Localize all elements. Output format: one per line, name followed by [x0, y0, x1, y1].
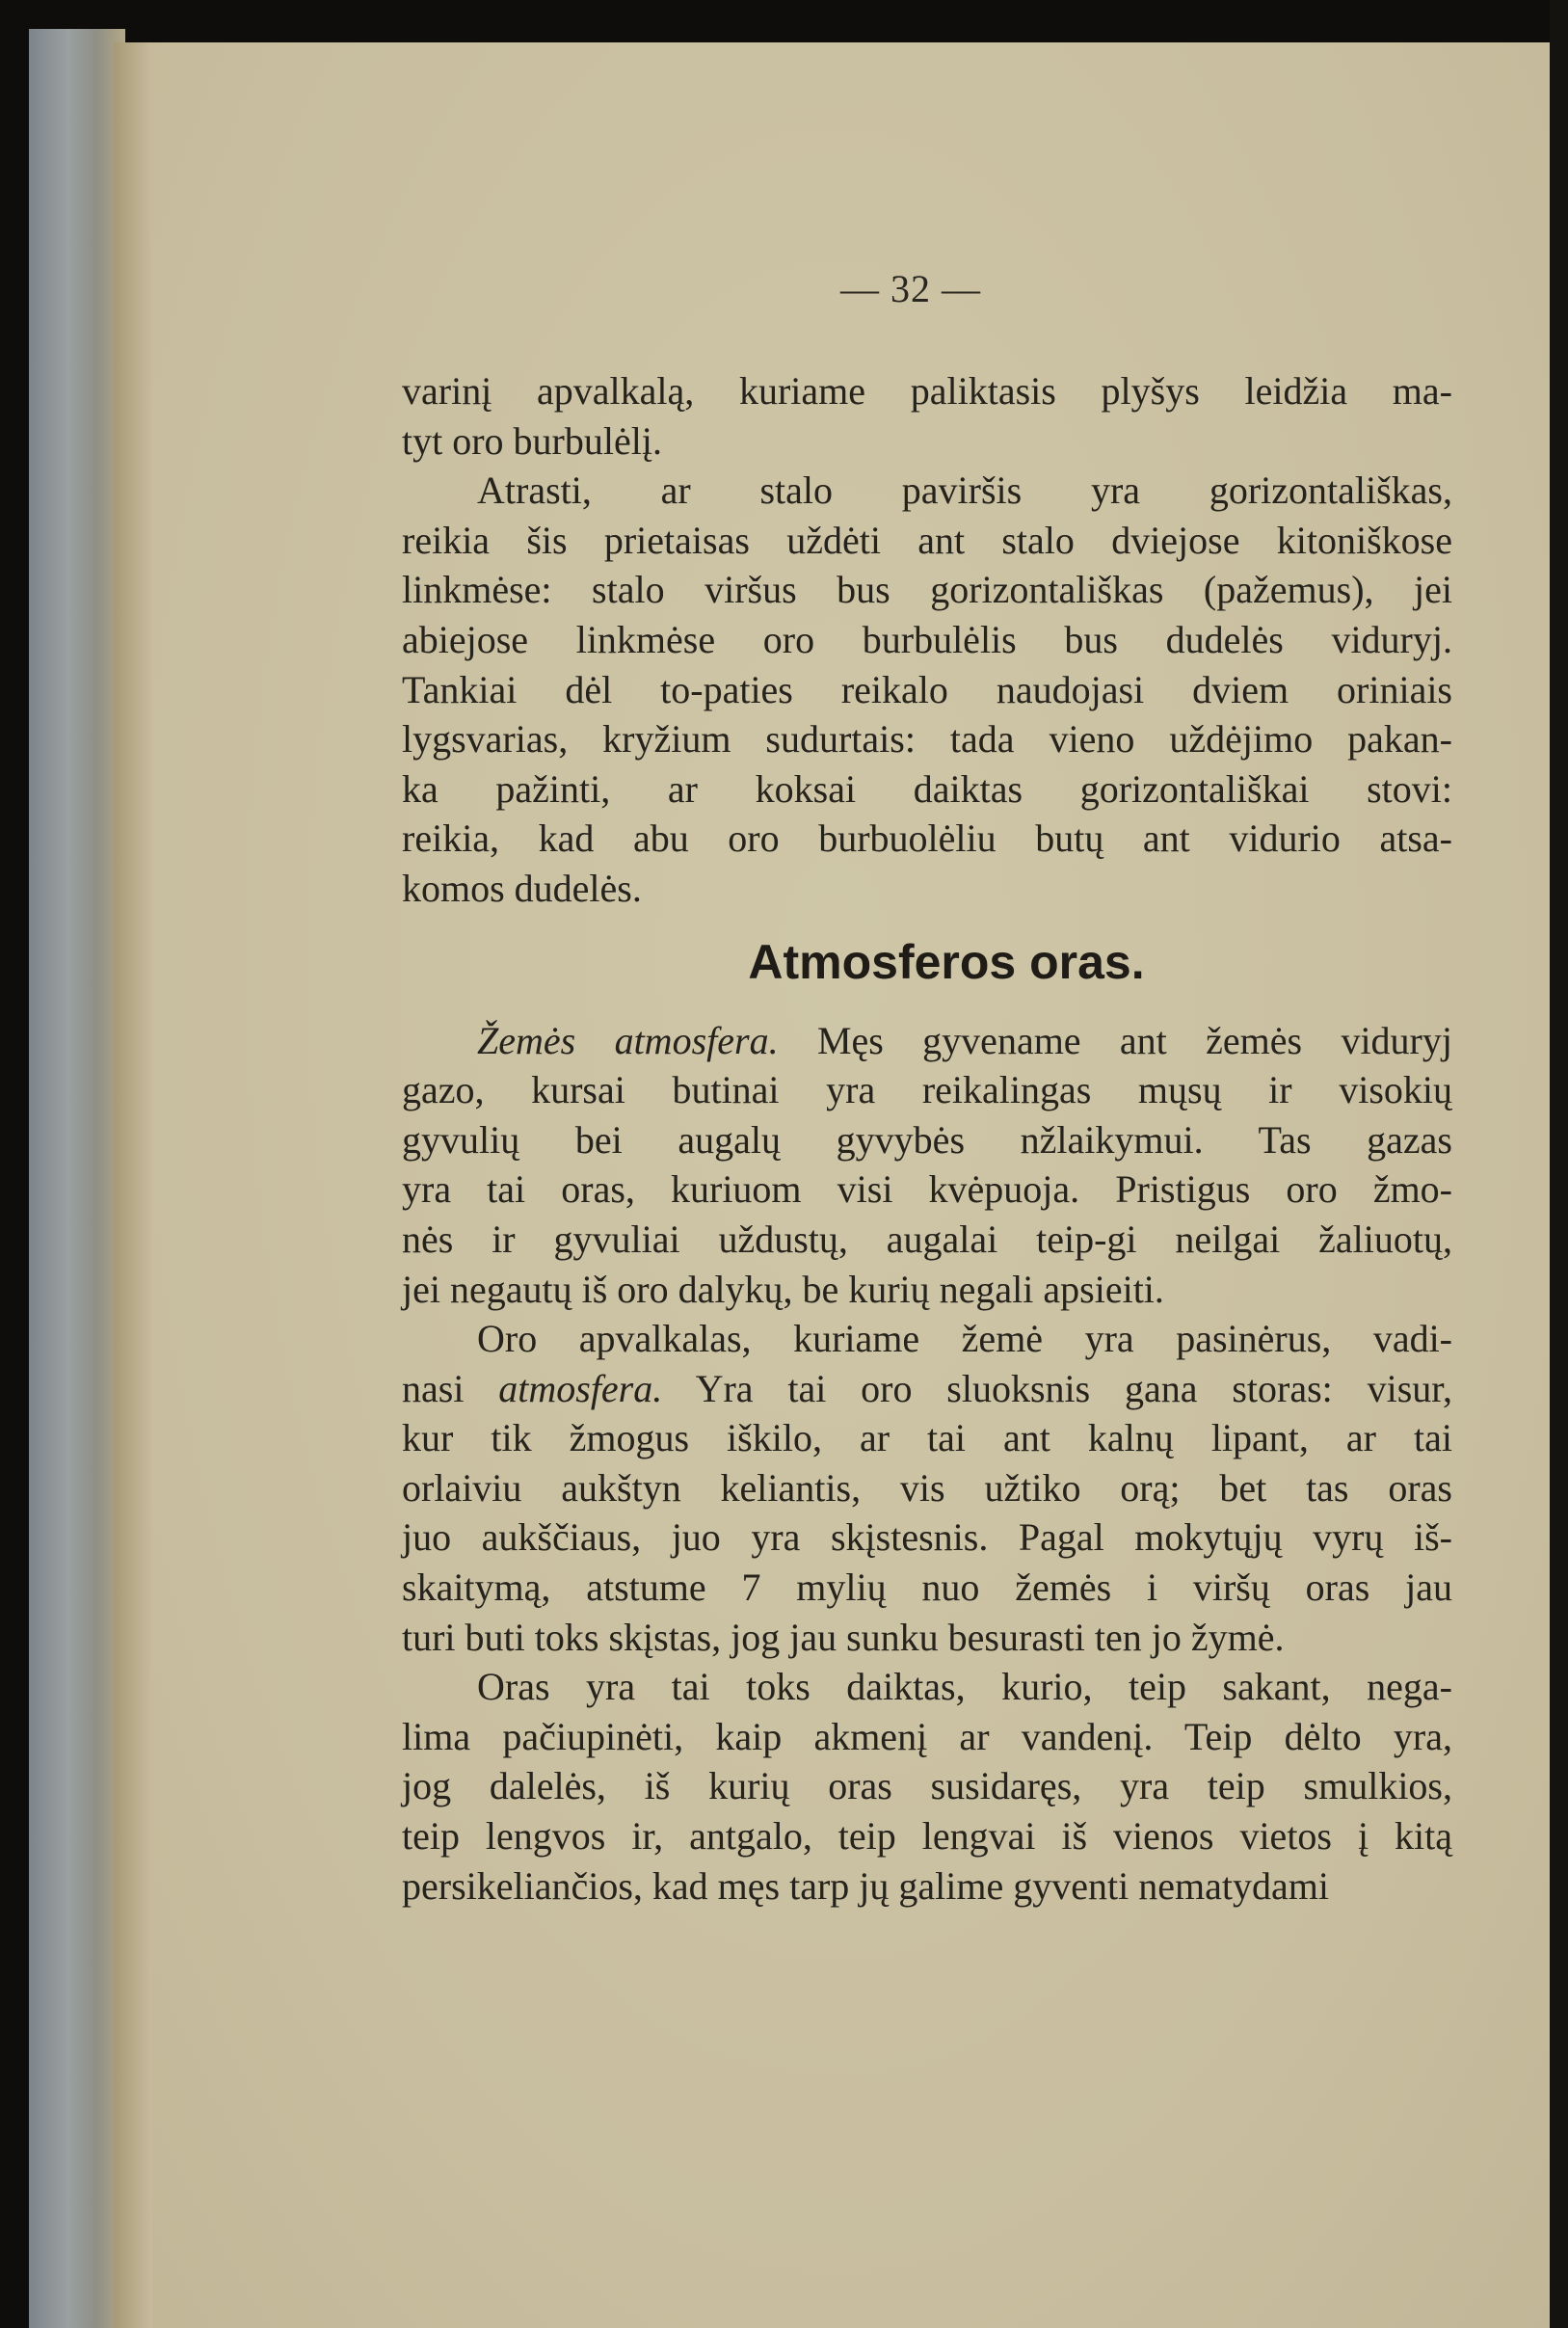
text-line: komos dudelės. — [402, 866, 642, 910]
text-line: linkmėse: stalo viršus bus gorizontališkas (pažemus), jei — [402, 568, 1452, 612]
paragraph — [402, 366, 1452, 466]
paragraph — [402, 1314, 1452, 1662]
text-run: Męs gyvename ant žemės viduryj — [778, 1018, 1452, 1062]
text-line: gazo, kursai butinai yra reikalingas mųsų ir visokių — [402, 1068, 1452, 1112]
text-line: orlaiviu aukštyn keliantis, vis užtiko orą; bet tas oras — [402, 1465, 1452, 1510]
italic-term: Žemės atmosfera. — [477, 1018, 779, 1062]
text-line: jog dalelės, iš kurių oras susidaręs, yra teip smulkios, — [402, 1764, 1452, 1808]
text-run: Yra tai oro sluoksnis gana storas: visur, — [662, 1366, 1452, 1410]
book-binding-edge — [29, 29, 125, 2328]
scan-border — [1550, 0, 1568, 2328]
text-line: skaitymą, atstume 7 mylių nuo žemės i viršų oras jau — [402, 1565, 1452, 1610]
text-line: Oras yra tai toks daiktas, kurio, teip sakant, nega- — [477, 1665, 1452, 1709]
text-line: turi buti toks skįstas, jog jau sunku besurasti ten jo žymė. — [402, 1615, 1285, 1659]
text-line: persikeliančios, kad męs tarp jų galime gyventi nematydami — [402, 1863, 1329, 1908]
text-line: teip lengvos ir, antgalo, teip lengvai iš vienos vietos į kitą — [402, 1814, 1452, 1859]
text-line — [402, 1016, 1452, 1066]
text-line: kur tik žmogus iškilo, ar tai ant kalnų lipant, ar tai — [402, 1416, 1452, 1460]
text-line: reikia šis prietaisas uždėti ant stalo dviejose kitoniškose — [402, 518, 1452, 562]
page-gutter — [114, 42, 152, 2328]
text-line: tyt oro burbulėlį. — [402, 418, 662, 463]
paragraph — [402, 466, 1452, 913]
text-line: Tankiai dėl to-paties reikalo naudojasi dviem oriniais — [402, 667, 1452, 711]
text-line: juo aukščiaus, juo yra skįstesnis. Pagal mokytųjų vyrų iš- — [402, 1515, 1452, 1560]
text-line: Atrasti, ar stalo paviršis yra gorizontališkas, — [477, 468, 1452, 513]
text-run: nasi — [402, 1366, 499, 1410]
page-number: — 32 — — [840, 267, 981, 310]
text-line — [402, 1364, 1452, 1414]
paragraph — [402, 1662, 1452, 1911]
italic-term: atmosfera. — [498, 1366, 663, 1410]
text-line: jei negautų iš oro dalykų, be kurių negali apsieiti. — [402, 1267, 1164, 1311]
text-line: lygsvarias, kryžium sudurtais: tada vieno uždėjimo pakan- — [402, 717, 1452, 762]
page-body — [402, 366, 1452, 1911]
text-line: gyvulių bei augalų gyvybės nžlaikymui. Tas gazas — [402, 1117, 1452, 1162]
section-heading: Atmosferos oras. — [748, 934, 1145, 989]
text-line: nės ir gyvuliai uždustų, augalai teip-gi neilgai žaliuotų, — [402, 1217, 1452, 1261]
text-line: varinį apvalkalą, kuriame paliktasis plyšys leidžia ma- — [402, 369, 1452, 413]
text-line: Oro apvalkalas, kuriame žemė yra pasinėrus, vadi- — [477, 1317, 1452, 1361]
text-line: lima pačiupinėti, kaip akmenį ar vandenį. Teip dėlto yra, — [402, 1714, 1452, 1758]
text-line: reikia, kad abu oro burbuolėliu butų ant vidurio atsa- — [402, 816, 1452, 861]
text-line: ka pažinti, ar koksai daiktas gorizontališkai stovi: — [402, 766, 1452, 811]
text-line: abiejose linkmėse oro burbulėlis bus dudelės viduryj. — [402, 617, 1452, 661]
paragraph — [402, 1016, 1452, 1315]
text-line: yra tai oras, kuriuom visi kvėpuoja. Pristigus oro žmo- — [402, 1167, 1452, 1212]
